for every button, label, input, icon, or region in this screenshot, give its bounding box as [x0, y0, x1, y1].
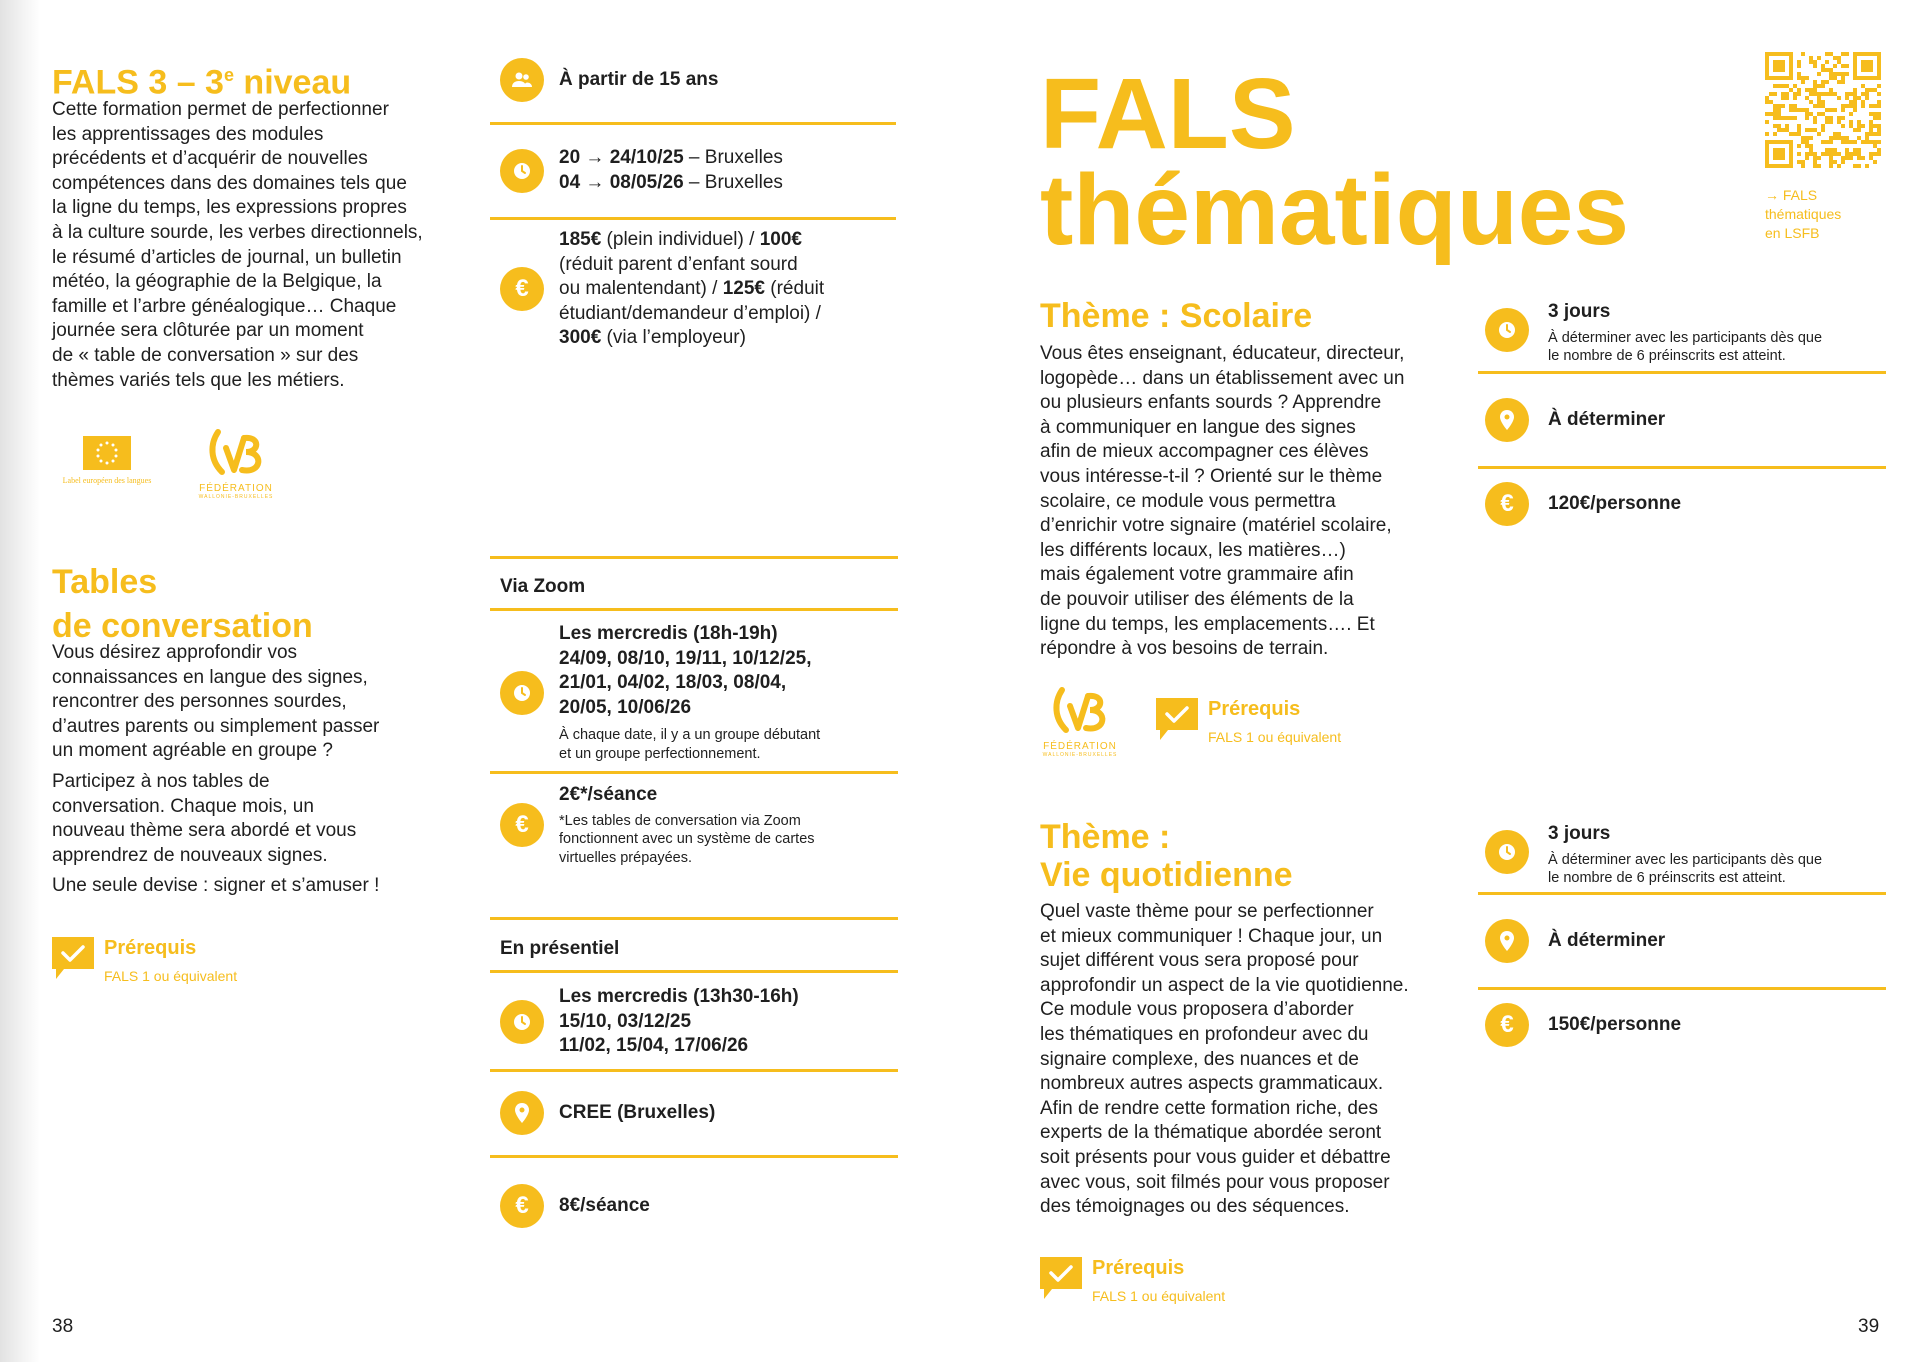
description-line: les différents locaux, les matières…)	[1040, 539, 1346, 561]
clock-icon	[500, 671, 544, 715]
quotidienne-place: À déterminer	[1548, 929, 1666, 951]
quotidienne-title: Thème : Vie quotidienne	[1040, 818, 1293, 894]
fals3-description	[52, 98, 472, 393]
clock-icon	[500, 1000, 544, 1044]
zoom-price: 2€*/séance	[559, 784, 658, 805]
description-line: Cette formation permet de perfectionner	[52, 99, 389, 120]
zoom-price-note	[559, 812, 815, 868]
note-line: À chaque date, il y a un groupe débutant	[559, 727, 821, 744]
divider	[490, 556, 898, 559]
description-line: scolaire, ce module vous permettra	[1040, 490, 1336, 512]
presentiel-place: CREE (Bruxelles)	[559, 1101, 716, 1123]
description-line: Vous êtes enseignant, éducateur, directeur,	[1040, 343, 1405, 364]
divider	[490, 970, 898, 973]
page-number-left: 38	[52, 1316, 74, 1337]
clock-icon	[1485, 830, 1529, 874]
divider	[490, 608, 898, 611]
price-text: 185€ (plein individuel) / 100€ (réduit parent d’enfant sourd ou malentendant) / 125€ (réduit étudiant/demandeur d’emploi) / 300€ (via l’employeur)	[559, 229, 825, 349]
euro-icon: €	[500, 267, 544, 311]
scolaire-place: À déterminer	[1548, 408, 1666, 430]
schedule-line: 20/05, 10/06/26	[559, 696, 692, 718]
zoom-price-row	[500, 783, 815, 867]
divider	[490, 217, 896, 220]
description-line: d’autres parents ou simplement passer	[52, 715, 380, 737]
divider	[490, 1069, 898, 1072]
qr-caption	[1765, 186, 1841, 243]
description-line: nombreux autres aspects grammaticaux.	[1040, 1073, 1384, 1095]
scolaire-price: 120€/personne	[1548, 492, 1682, 514]
description-line: les thématiques en profondeur avec du	[1040, 1023, 1369, 1045]
tables-prereq: Prérequis FALS 1 ou équivalent	[52, 937, 237, 984]
divider	[490, 1155, 898, 1158]
description-line: Afin de rendre cette formation riche, des	[1040, 1097, 1378, 1119]
description-line: d’enrichir votre signaire (matériel scolaire,	[1040, 515, 1392, 537]
note-line: fonctionnent avec un système de cartes	[559, 831, 815, 848]
presentiel-price: 8€/séance	[559, 1194, 650, 1216]
description-line: approfondir un aspect de la vie quotidienne.	[1040, 974, 1409, 996]
scolaire-description	[1040, 342, 1460, 662]
check-bubble-icon	[1156, 698, 1198, 740]
note-line: virtuelles prépayées.	[559, 849, 692, 866]
dates-row	[500, 146, 783, 195]
schedule-line: Les mercredis (18h-19h)	[559, 623, 778, 644]
description-line: ligne du temps, les emplacements…. Et	[1040, 613, 1375, 635]
presentiel-schedule-row	[500, 985, 799, 1059]
date-line: 04 → 08/05/26 – Bruxelles	[559, 171, 783, 193]
note-line: À déterminer avec les participants dès que	[1548, 329, 1823, 346]
clock-icon	[500, 149, 544, 193]
scolaire-duration-row	[1485, 300, 1822, 366]
euro-icon: €	[500, 1184, 544, 1228]
note-line: le nombre de 6 préinscrits est atteint.	[1548, 870, 1786, 887]
eu-language-label-logo: Label européen des langues	[52, 436, 162, 485]
schedule-line: 15/10, 03/12/25	[559, 1010, 692, 1032]
scolaire-duration: 3 jours	[1548, 301, 1611, 322]
description-line: sujet différent vous sera proposé pour	[1040, 950, 1359, 972]
scolaire-place-row	[1485, 398, 1665, 442]
euro-icon: €	[500, 803, 544, 847]
federation-wallonie-bruxelles-logo: FÉDÉRATION WALLONIE-BRUXELLES	[196, 426, 276, 500]
price-row	[500, 228, 824, 351]
description-line: signaire complexe, des nuances et de	[1040, 1048, 1359, 1070]
description-line: des témoignages ou des séquences.	[1040, 1196, 1350, 1218]
description-line: répondre à vos besoins de terrain.	[1040, 638, 1329, 660]
scolaire-prereq: Prérequis FALS 1 ou équivalent	[1156, 698, 1341, 745]
page-number-right: 39	[1858, 1316, 1880, 1337]
quotidienne-duration-row	[1485, 822, 1822, 888]
description-line: soit présents pour vous guider et débattre	[1040, 1146, 1391, 1168]
description-line: de « table de conversation » sur des	[52, 344, 359, 366]
check-bubble-icon	[1040, 1257, 1082, 1299]
fwb-logo-mark-icon	[1048, 684, 1112, 736]
scolaire-price-row	[1485, 482, 1681, 526]
quotidienne-duration-note	[1548, 851, 1822, 888]
description-line: conversation. Chaque mois, un	[52, 795, 314, 817]
date-line: 20 → 24/10/25 – Bruxelles	[559, 147, 783, 168]
qr-caption-line: thématiques	[1765, 206, 1842, 222]
description-line: et mieux communiquer ! Chaque jour, un	[1040, 925, 1383, 947]
quotidienne-place-row	[1485, 919, 1665, 963]
presentiel-schedule	[559, 985, 799, 1059]
qr-caption-line: en LSFB	[1765, 225, 1820, 241]
description-line: nouveau thème sera abordé et vous	[52, 820, 357, 842]
schedule-line: 24/09, 08/10, 19/11, 10/12/25,	[559, 647, 812, 669]
schedule-line: 21/01, 04/02, 18/03, 08/04,	[559, 672, 787, 694]
note-line: et un groupe perfectionnement.	[559, 745, 761, 762]
age-row	[500, 58, 718, 102]
euro-icon: €	[1485, 1003, 1529, 1047]
fwb-logo-mark-icon	[204, 426, 268, 478]
description-line: Quel vaste thème pour se perfectionner	[1040, 901, 1374, 922]
description-line: avec vous, soit filmés pour vous proposer	[1040, 1171, 1390, 1193]
description-line: famille et l’arbre généalogique… Chaque	[52, 295, 397, 317]
description-line: Vous désirez approfondir vos	[52, 642, 298, 663]
federation-wallonie-bruxelles-logo: FÉDÉRATION WALLONIE-BRUXELLES	[1040, 684, 1120, 758]
schedule-line: 11/02, 15/04, 17/06/26	[559, 1035, 749, 1057]
qr-caption-line: → FALS	[1765, 187, 1818, 203]
quotidienne-price: 150€/personne	[1548, 1013, 1682, 1035]
description-line: ou plusieurs enfants sourds ? Apprendre	[1040, 392, 1382, 414]
description-line: experts de la thématique abordée seront	[1040, 1122, 1382, 1144]
description-line: Participez à nos tables de	[52, 770, 270, 792]
zoom-schedule-row	[500, 622, 820, 763]
location-icon	[1485, 398, 1529, 442]
presentiel-label: En présentiel	[500, 938, 620, 959]
description-line: compétences dans des domaines tels que	[52, 172, 407, 194]
description-line: thèmes variés tels que les métiers.	[52, 369, 345, 391]
age-text: À partir de 15 ans	[559, 68, 719, 90]
divider	[490, 917, 898, 920]
tables-title: Tables de conversation	[52, 563, 313, 645]
quotidienne-prereq: Prérequis FALS 1 ou équivalent	[1040, 1257, 1225, 1304]
zoom-schedule	[559, 622, 820, 763]
description-line: les apprentissages des modules	[52, 123, 324, 145]
presentiel-place-row	[500, 1091, 715, 1135]
schedule-line: Les mercredis (13h30-16h)	[559, 986, 799, 1007]
description-line: afin de mieux accompagner ces élèves	[1040, 441, 1369, 463]
clock-icon	[1485, 308, 1529, 352]
quotidienne-price-row	[1485, 1003, 1681, 1047]
location-icon	[1485, 919, 1529, 963]
dates-list	[559, 146, 783, 195]
quotidienne-description	[1040, 900, 1470, 1220]
description-line: journée sera clôturée par un moment	[52, 320, 364, 342]
description-line: vous intéresse-t-il ? Orienté sur le thème	[1040, 465, 1383, 487]
note-line: À déterminer avec les participants dès que	[1548, 851, 1823, 868]
divider	[1478, 892, 1886, 895]
description-line: précédents et d’acquérir de nouvelles	[52, 148, 368, 170]
description-line: rencontrer des personnes sourdes,	[52, 691, 347, 713]
scolaire-duration-note	[1548, 329, 1822, 366]
page-gutter-shadow	[0, 0, 40, 1362]
description-line: à communiquer en langue des signes	[1040, 416, 1356, 438]
description-line: un moment agréable en groupe ?	[52, 740, 333, 762]
description-line: apprendrez de nouveaux signes.	[52, 844, 328, 866]
description-line: mais également votre grammaire afin	[1040, 564, 1354, 586]
tables-description: Vous désirez approfondir vos connaissances en langue des signes, rencontrer des personnes sourdes, d’autres parents ou simplement passer un moment agréable en groupe ? Participez à nos tables de conversation. Chaque mois, un nouveau thème sera abordé et vous apprendrez de nouveaux signes. Une seule devise : signer et s’amuser !	[52, 641, 452, 899]
divider	[490, 122, 896, 125]
quotidienne-duration: 3 jours	[1548, 823, 1611, 844]
euro-icon: €	[1485, 482, 1529, 526]
presentiel-price-row	[500, 1184, 650, 1228]
description-line: la ligne du temps, les expressions propres	[52, 197, 407, 219]
description-line: météo, la géographie de la Belgique, la	[52, 271, 382, 293]
description-line: logopède… dans un établissement avec un	[1040, 367, 1405, 389]
scolaire-title: Thème : Scolaire	[1040, 297, 1313, 335]
description-line: de pouvoir utiliser des éléments de la	[1040, 588, 1354, 610]
people-icon	[500, 58, 544, 102]
check-bubble-icon	[52, 937, 94, 979]
location-icon	[500, 1091, 544, 1135]
divider	[1478, 466, 1886, 469]
qr-code-icon	[1765, 52, 1881, 168]
description-line: à la culture sourde, les verbes directionnels,	[52, 221, 423, 243]
divider	[1478, 987, 1886, 990]
description-line: connaissances en langue des signes,	[52, 666, 368, 688]
eu-stars-icon	[92, 440, 122, 466]
divider	[1478, 371, 1886, 374]
zoom-label: Via Zoom	[500, 576, 586, 597]
divider	[490, 771, 898, 774]
description-line: le résumé d’articles de journal, un bulletin	[52, 246, 402, 268]
main-title: FALS thématiques	[1040, 58, 1630, 266]
fals3-title: FALS 3 – 3e niveau	[52, 63, 352, 102]
note-line: le nombre de 6 préinscrits est atteint.	[1548, 348, 1786, 365]
note-line: *Les tables de conversation via Zoom	[559, 812, 801, 829]
description-line: Ce module vous proposera d’aborder	[1040, 999, 1354, 1021]
